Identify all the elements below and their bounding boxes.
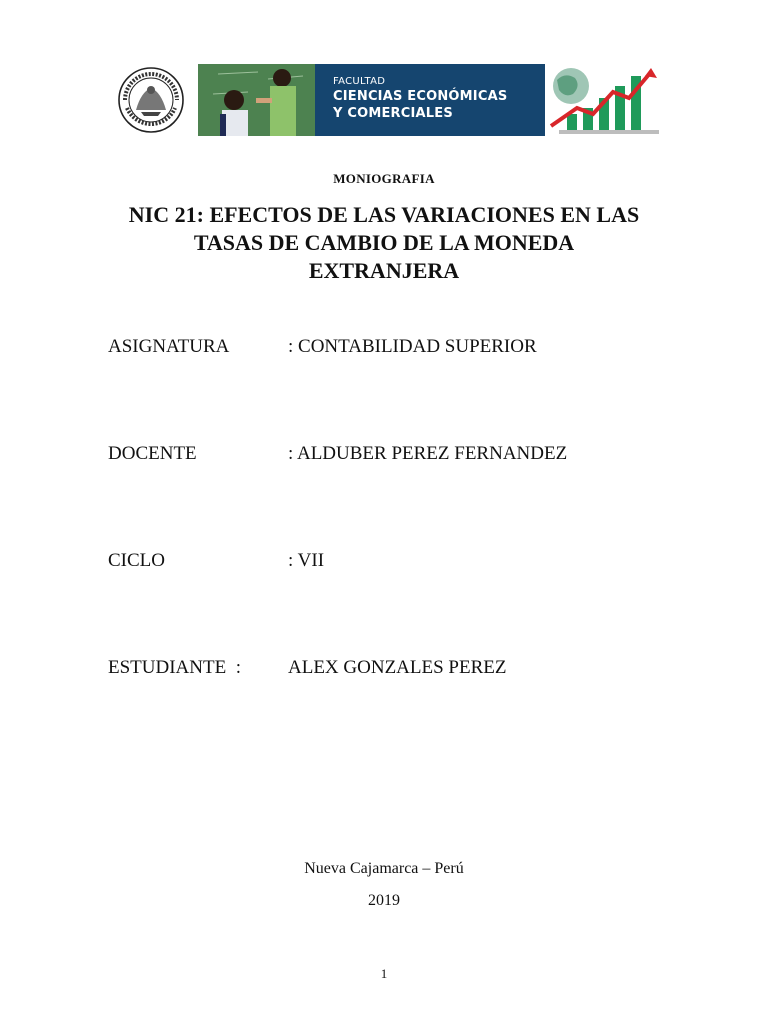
info-value: : CONTABILIDAD SUPERIOR bbox=[288, 336, 537, 357]
document-title bbox=[90, 201, 678, 285]
info-label: ESTUDIANTE : bbox=[108, 657, 241, 678]
faculty-name-line2: Y COMERCIALES bbox=[333, 106, 453, 121]
header-banner bbox=[108, 62, 662, 136]
title-line-2: TASAS DE CAMBIO DE LA MONEDA bbox=[193, 230, 575, 255]
university-seal-logo bbox=[108, 66, 194, 134]
year-text: 2019 bbox=[368, 892, 400, 909]
info-label: CICLO bbox=[108, 550, 165, 571]
info-value: ALEX GONZALES PEREZ bbox=[288, 657, 507, 678]
page-number: 1 bbox=[380, 966, 388, 981]
place-text: Nueva Cajamarca – Perú bbox=[304, 860, 464, 877]
faculty-name-block bbox=[315, 64, 545, 136]
info-value: : ALDUBER PEREZ FERNANDEZ bbox=[288, 443, 568, 464]
title-line-1: NIC 21: EFECTOS DE LAS VARIACIONES EN LAS bbox=[128, 202, 640, 227]
info-label: DOCENTE bbox=[108, 443, 197, 464]
document-type-label: MONIOGRAFIA bbox=[333, 171, 435, 186]
faculty-label: FACULTAD bbox=[333, 76, 386, 87]
title-line-3: EXTRANJERA bbox=[308, 258, 460, 283]
growth-chart-illustration bbox=[547, 64, 662, 136]
info-label: ASIGNATURA bbox=[108, 336, 230, 357]
faculty-name-line1: CIENCIAS ECONÓMICAS bbox=[333, 89, 508, 104]
info-value: : VII bbox=[288, 550, 325, 571]
